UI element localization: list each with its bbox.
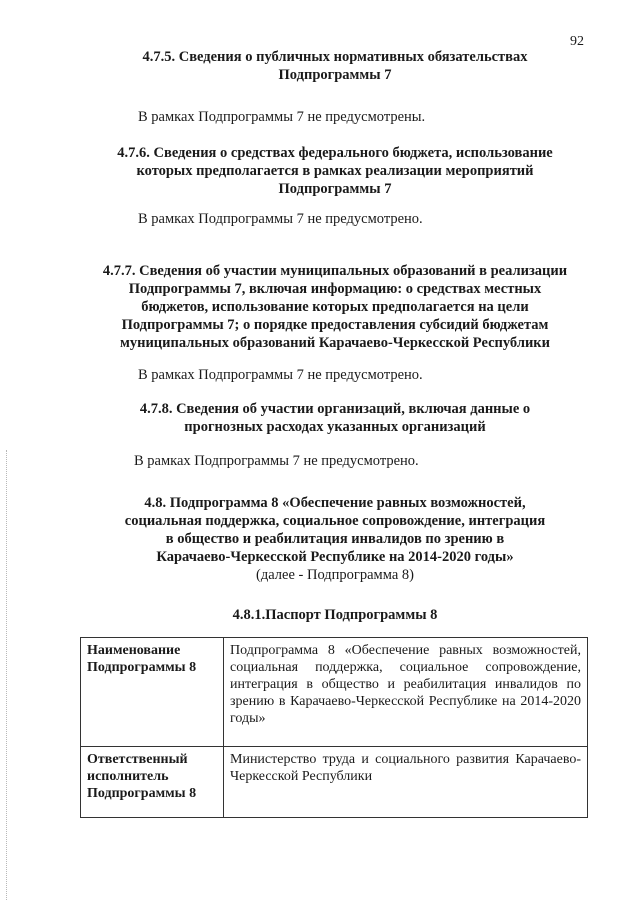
heading-4-7-7 [70,262,600,352]
heading-line: социальная поддержка, социальное сопровождение, интеграция [124,513,546,529]
page-number: 92 [570,34,584,49]
heading-line: 4.7.7. Сведения об участии муниципальных образований в реализации [102,263,568,279]
heading-4-7-5 [70,48,600,84]
heading-line: прогнозных расходах указанных организаций [184,419,486,435]
heading-line: 4.8. Подпрограмма 8 «Обеспечение равных возможностей, [144,495,526,511]
heading-line: 4.7.8. Сведения об участии организаций, включая данные о [139,401,531,417]
heading-4-8-1: 4.8.1.Паспорт Подпрограммы 8 [232,607,438,623]
table-cell-key: Наименование Подпрограммы 8 [81,638,224,747]
heading-line: 4.7.6. Сведения о средствах федерального бюджета, использование [117,145,553,161]
heading-line: Карачаево-Черкесской Республике на 2014-2020 годы» [156,549,514,565]
heading-4-7-8 [70,400,600,436]
heading-line: муниципальных образований Карачаево-Черкесской Республики [119,335,551,351]
heading-note: (далее - Подпрограмма 8) [256,567,414,583]
heading-line: бюджетов, использование которых предполагается на цели [141,299,529,315]
heading-line: Подпрограммы 7, включая информацию: о средствах местных [128,281,542,297]
paragraph-4-7-7: В рамках Подпрограммы 7 не предусмотрено. [138,367,423,383]
table-cell-key: Ответственный исполнитель Подпрограммы 8 [81,747,224,818]
table-row [81,638,588,747]
heading-line: которых предполагается в рамках реализации мероприятий [136,163,534,179]
paragraph-4-7-6: В рамках Подпрограммы 7 не предусмотрено. [138,211,423,227]
paragraph-4-7-5: В рамках Подпрограммы 7 не предусмотрены. [138,109,426,125]
scan-margin-dots [6,450,8,900]
paragraph-4-7-8: В рамках Подпрограммы 7 не предусмотрено. [134,453,419,469]
table-row [81,747,588,818]
table-cell-value: Министерство труда и социального развития Карачаево-Черкесской Республики [224,747,588,818]
heading-line: Подпрограммы 7 [278,67,392,83]
passport-table [80,637,588,818]
heading-line: в общество и реабилитация инвалидов по зрению в [165,531,505,547]
heading-4-8 [70,494,600,584]
heading-4-7-6 [70,144,600,198]
heading-line: Подпрограммы 7; о порядке предоставления субсидий бюджетам [121,317,549,333]
heading-line: 4.7.5. Сведения о публичных нормативных обязательствах [142,49,528,65]
table-cell-value: Подпрограмма 8 «Обеспечение равных возможностей, социальная поддержка, социальное сопровождение, интеграция в общество и реабилитация инвалидов по зрению в Карачаево-Черкесской Республике на 2014-2020 годы» [224,638,588,747]
heading-line: Подпрограммы 7 [278,181,392,197]
